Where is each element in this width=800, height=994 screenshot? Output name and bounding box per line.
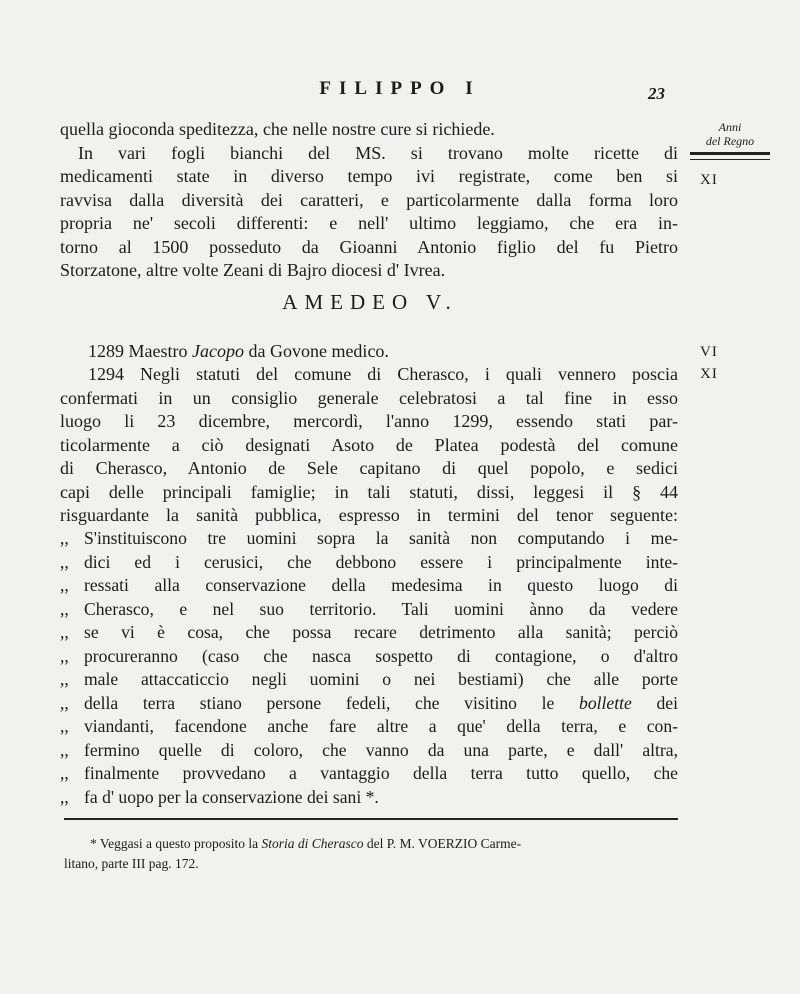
footnote-title: Storia di Cherasco xyxy=(261,836,364,851)
text-line: torno al 1500 posseduto da Gioanni Antonio figlio del fu Pietro xyxy=(60,236,678,257)
quote-text: se vi è cosa, che possa recare detrimento alla sanità; perciò xyxy=(84,622,678,642)
section-heading: AMEDEO V. xyxy=(282,290,458,314)
margin-note-anni-del-regno xyxy=(680,120,780,164)
text-line: medicamenti state in diverso tempo ivi registrate, come ben si xyxy=(60,166,678,186)
margin-rule-thin xyxy=(690,159,770,160)
entry-text: da Govone medico. xyxy=(243,341,389,361)
text-line: di Cherasco, Antonio de Sele capitano di quel popolo, e sedici xyxy=(60,458,678,478)
entry-1289 xyxy=(60,340,678,364)
quote-line xyxy=(60,739,678,763)
text-line: risguardante la sanità pubblica, espresso in termini del tenor seguente: xyxy=(60,505,678,525)
quote-text: fa d' uopo per la conservazione dei sani *. xyxy=(84,786,379,807)
footnote-text: * Veggasi a questo proposito la xyxy=(90,836,262,851)
margin-rule xyxy=(690,152,770,155)
text-line: propria ne' secoli differenti: e nell' ultimo leggiamo, che era in- xyxy=(60,213,678,233)
quote-text: finalmente provvedano a vantaggio della terra tutto quello, che xyxy=(84,763,678,783)
quote-text: Cherasco, e nel suo territorio. Tali uomini ànno da vedere xyxy=(84,598,678,619)
quote-line xyxy=(60,692,678,716)
text-line: Storzatone, altre volte Zeani di Bajro diocesi d' Ivrea. xyxy=(60,260,446,280)
text-line: ravvisa dalla diversità dei caratteri, e particolarmente dalla forma loro xyxy=(60,189,678,210)
paragraph-manuscript xyxy=(60,118,678,283)
quote-line xyxy=(60,551,678,575)
quote-mark: ,, xyxy=(60,739,69,760)
quote-mark: ,, xyxy=(60,598,69,619)
quote-text: della terra stiano persone fedeli, che visitino le bollette dei xyxy=(84,692,678,713)
quote-text: S'instituiscono tre uomini sopra la sanità non computando i me- xyxy=(84,528,678,548)
quote-mark: ,, xyxy=(60,692,69,713)
text-line: ticolarmente a ciò designati Asoto de Platea podestà del comune xyxy=(60,434,678,455)
quote-line xyxy=(60,598,678,622)
quote-mark: ,, xyxy=(60,551,69,572)
quote-text: procureranno (caso che nasca sospetto di contagione, o d'altro xyxy=(84,645,678,666)
quote-mark: ,, xyxy=(60,716,69,736)
quote-mark: ,, xyxy=(60,669,69,689)
quote-mark: ,, xyxy=(60,528,69,548)
quote-line xyxy=(60,621,678,645)
entry-1289-line xyxy=(60,340,678,364)
footnote xyxy=(64,834,678,874)
regnal-year-vi: VI xyxy=(700,344,718,360)
footnote-line1 xyxy=(90,834,678,854)
text-line: capi delle principali famiglie; in tali statuti, dissi, leggesi il § 44 xyxy=(60,481,678,502)
quote-text: male attaccaticcio negli uomini o nei bestiami) che alle porte xyxy=(84,669,678,689)
quote-mark: ,, xyxy=(60,763,69,783)
quote-text: viandanti, facendone anche fare altre a que' della terra, e con- xyxy=(84,716,678,736)
quote-line xyxy=(60,715,678,739)
quote-line xyxy=(60,574,678,598)
paragraph-statuti xyxy=(60,363,678,528)
quote-text: ressati alla conservazione della medesima in questo luogo di xyxy=(84,575,678,595)
text-line: In vari fogli bianchi del MS. si trovano molte ricette di xyxy=(78,142,678,163)
footnote-text: del P. M. VOERZIO Carme- xyxy=(363,836,522,851)
quote-line xyxy=(60,668,678,692)
quote-mark: ,, xyxy=(60,622,69,642)
regnal-year-xi: XI xyxy=(700,366,718,382)
quote-line xyxy=(60,645,678,669)
quoted-statute xyxy=(60,527,678,809)
quote-line xyxy=(60,762,678,786)
quote-mark: ,, xyxy=(60,645,69,666)
text-line: confermati in un consiglio generale celebratosi a tal fine in esso xyxy=(60,387,678,408)
margin-note-line1: Anni xyxy=(718,120,742,134)
entry-name: Jacopo xyxy=(191,341,244,361)
quote-line xyxy=(60,527,678,551)
margin-note-line2: del Regno xyxy=(705,134,755,148)
quote-text: dici ed i cerusici, che debbono essere i principalmente inte- xyxy=(84,551,678,572)
regnal-year-xi-top: XI xyxy=(700,172,718,188)
quote-mark: ,, xyxy=(60,575,69,595)
text-line: quella gioconda speditezza, che nelle nostre cure si richiede. xyxy=(60,119,495,139)
text-line: luogo li 23 dicembre, mercordì, l'anno 1299, essendo stati par- xyxy=(60,411,678,431)
entry-text: Maestro xyxy=(128,341,192,361)
quote-line xyxy=(60,786,678,810)
quote-mark: ,, xyxy=(60,786,69,807)
text-line: 1294 Negli statuti del comune di Cherasco, i quali vennero poscia xyxy=(88,364,678,384)
running-head-title: FILIPPO I xyxy=(319,78,481,99)
quote-text: fermino quelle di coloro, che vanno da una parte, e dall' altra, xyxy=(84,739,678,760)
page-number: 23 xyxy=(648,84,665,103)
footnote-line2: litano, parte III pag. 172. xyxy=(64,856,199,871)
footnote-rule xyxy=(64,818,678,820)
entry-year: 1289 xyxy=(88,341,124,361)
